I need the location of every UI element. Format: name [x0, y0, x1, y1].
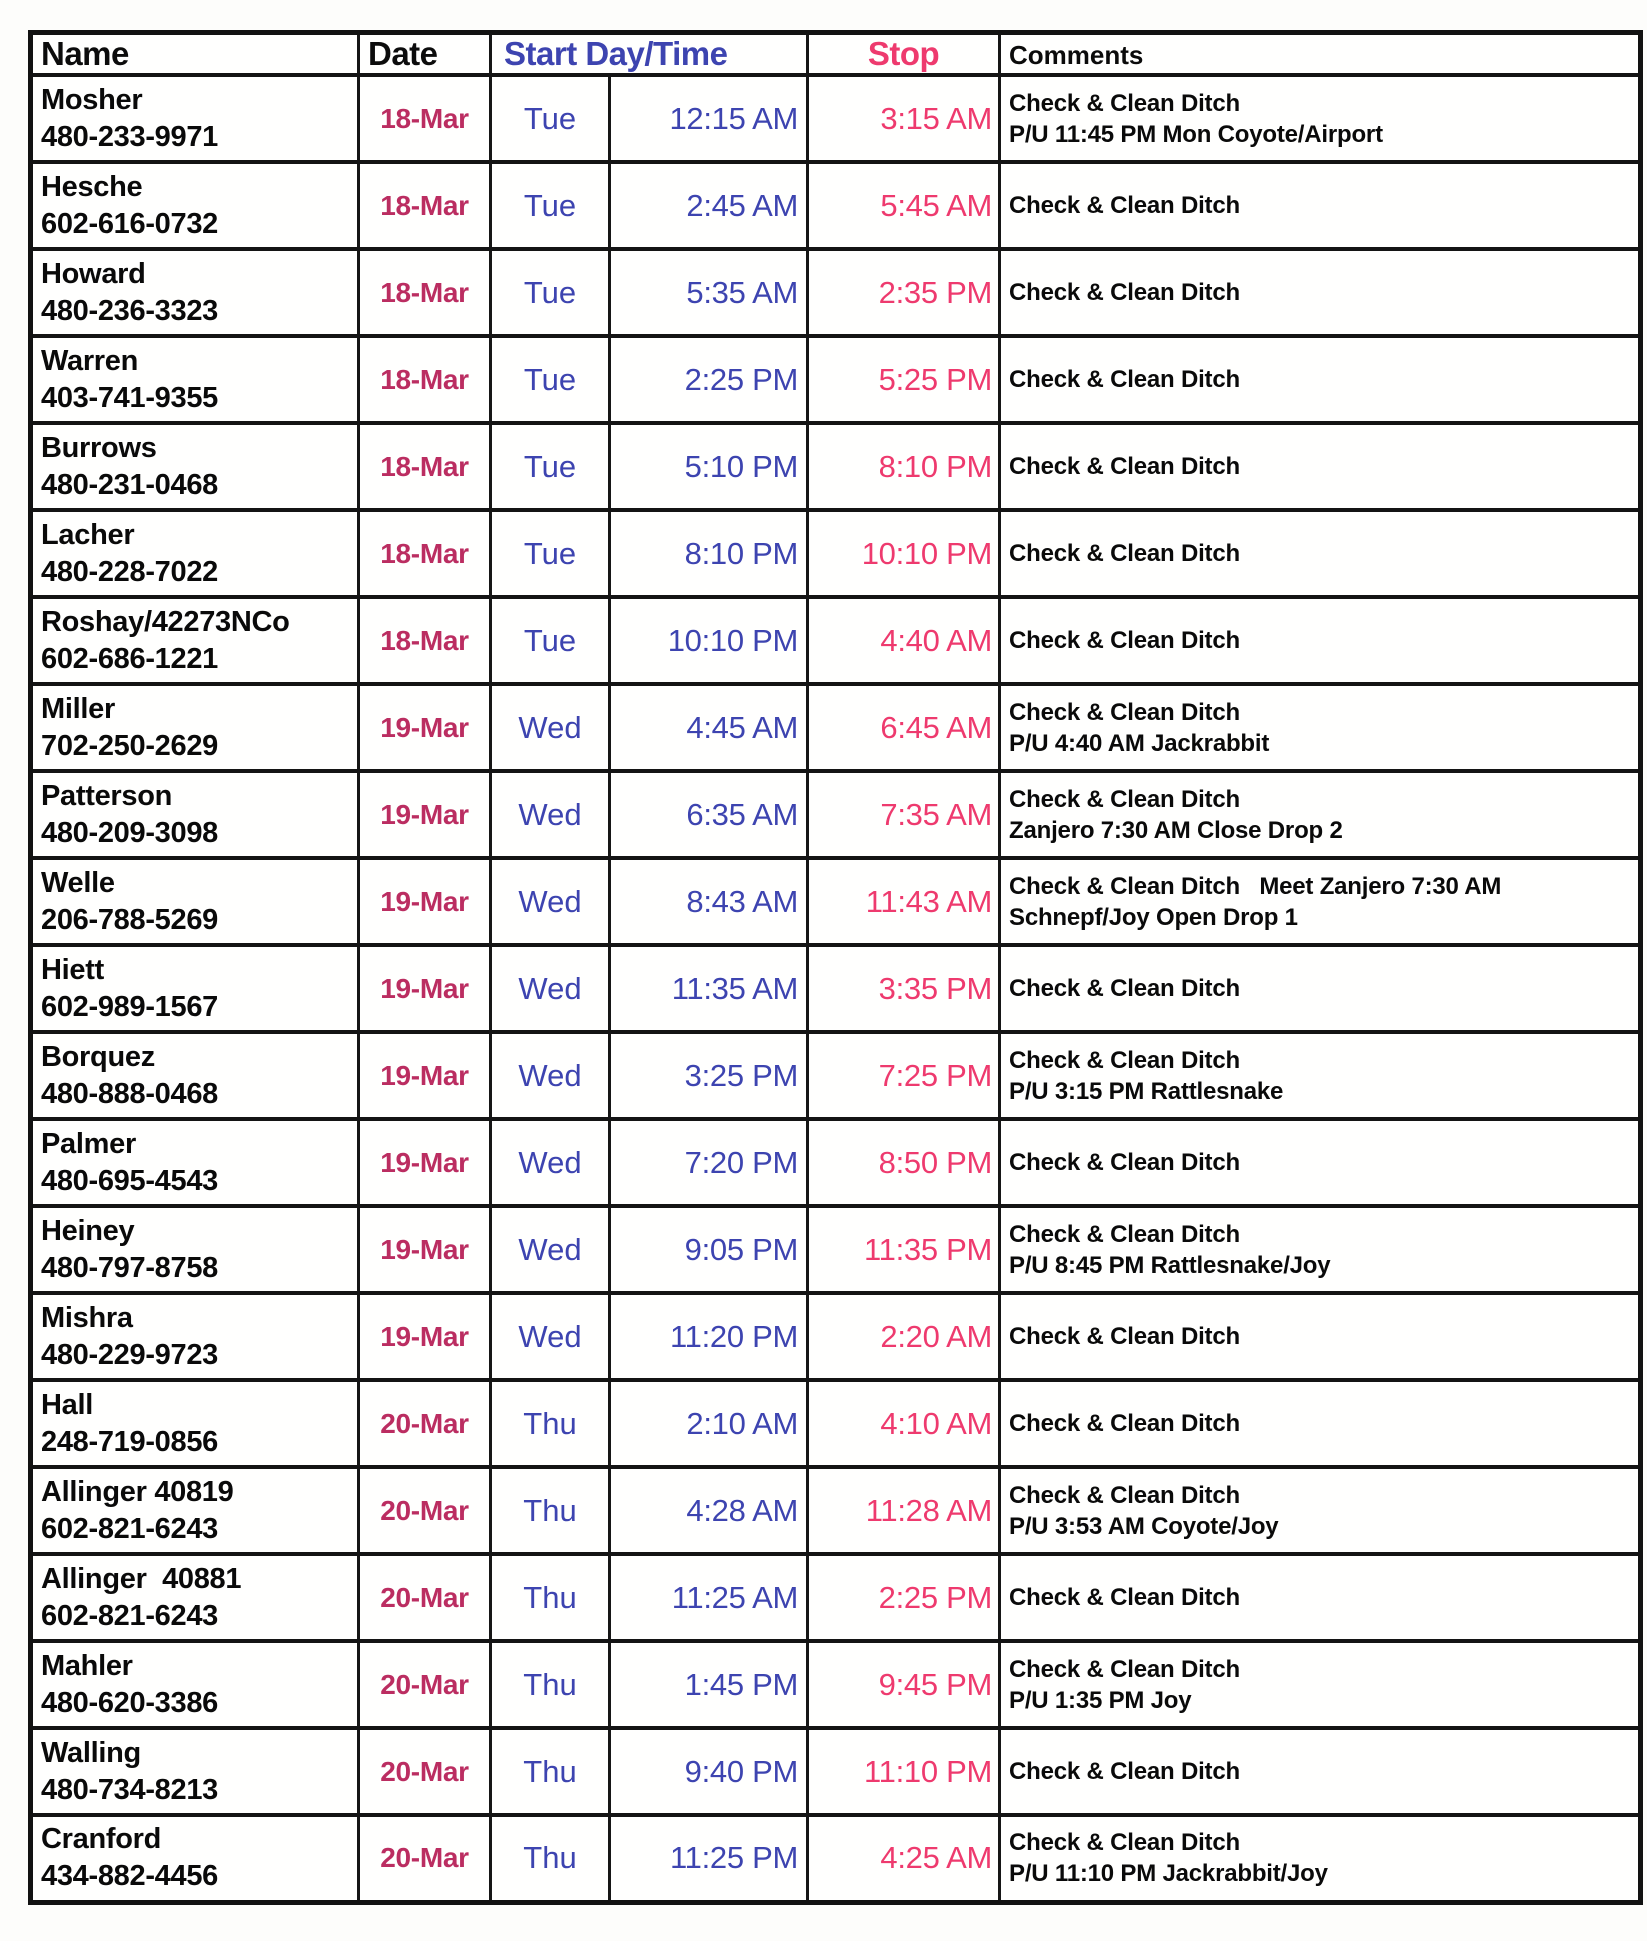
customer-phone: 702-250-2629 [41, 729, 218, 762]
customer-name: Roshay/42273NCo [41, 605, 290, 638]
customer-phone: 480-236-3323 [41, 294, 218, 327]
customer-phone: 480-888-0468 [41, 1077, 218, 1110]
start-time-cell: 2:25 PM [610, 336, 808, 423]
customer-name: Cranford [41, 1823, 162, 1856]
comments-cell [1000, 1815, 1641, 1902]
customer-name: Mahler [41, 1649, 133, 1682]
customer-name: Palmer [41, 1127, 136, 1160]
comment-line: Check & Clean Ditch [1009, 453, 1240, 480]
stop-time-cell: 5:45 AM [808, 162, 1000, 249]
header-row [31, 33, 1641, 76]
name-cell [31, 1119, 359, 1206]
start-time-cell: 9:40 PM [610, 1728, 808, 1815]
start-time-cell: 5:10 PM [610, 423, 808, 510]
comment-line: Check & Clean Ditch [1009, 698, 1240, 726]
customer-phone: 248-719-0856 [41, 1425, 218, 1458]
start-time-cell: 8:43 AM [610, 858, 808, 945]
customer-name: Howard [41, 257, 146, 290]
table-row [31, 1119, 1641, 1206]
comment-line: Check & Clean Ditch [1009, 1758, 1240, 1785]
start-day-cell: Thu [491, 1554, 610, 1641]
stop-time-cell: 8:50 PM [808, 1119, 1000, 1206]
name-cell [31, 510, 359, 597]
start-time-cell: 7:20 PM [610, 1119, 808, 1206]
comment-line: P/U 1:35 PM Joy [1009, 1686, 1192, 1714]
comment-line: Check & Clean Ditch [1009, 540, 1240, 567]
start-time-cell: 1:45 PM [610, 1641, 808, 1728]
start-day-cell: Tue [491, 510, 610, 597]
start-day-cell: Wed [491, 771, 610, 858]
name-cell [31, 1728, 359, 1815]
stop-time-cell: 11:35 PM [808, 1206, 1000, 1293]
date-cell: 18-Mar [359, 162, 491, 249]
comment-line: Check & Clean Ditch Meet Zanjero 7:30 AM [1009, 872, 1502, 900]
start-day-cell: Tue [491, 336, 610, 423]
stop-time-cell: 4:10 AM [808, 1380, 1000, 1467]
stop-time-cell: 10:10 PM [808, 510, 1000, 597]
date-cell: 19-Mar [359, 1293, 491, 1380]
start-day-cell: Tue [491, 75, 610, 162]
comment-line: P/U 3:15 PM Rattlesnake [1009, 1077, 1284, 1105]
stop-time-cell: 8:10 PM [808, 423, 1000, 510]
table-row [31, 423, 1641, 510]
table-row [31, 1554, 1641, 1641]
start-time-cell: 11:25 PM [610, 1815, 808, 1902]
stop-time-cell: 9:45 PM [808, 1641, 1000, 1728]
customer-name: Miller [41, 692, 115, 725]
stop-time-cell: 3:35 PM [808, 945, 1000, 1032]
customer-name: Walling [41, 1736, 141, 1769]
name-cell [31, 1380, 359, 1467]
comments-cell [1000, 1728, 1641, 1815]
date-cell: 19-Mar [359, 1206, 491, 1293]
customer-name: Mishra [41, 1301, 133, 1334]
comments-cell [1000, 510, 1641, 597]
date-cell: 20-Mar [359, 1728, 491, 1815]
stop-time-cell: 2:25 PM [808, 1554, 1000, 1641]
name-cell [31, 1293, 359, 1380]
customer-name: Hesche [41, 170, 143, 203]
start-day-cell: Wed [491, 1032, 610, 1119]
stop-time-cell: 11:28 AM [808, 1467, 1000, 1554]
start-day-cell: Wed [491, 1119, 610, 1206]
name-cell [31, 1554, 359, 1641]
stop-time-cell: 11:43 AM [808, 858, 1000, 945]
table-row [31, 1467, 1641, 1554]
customer-name: Lacher [41, 518, 135, 551]
date-cell: 19-Mar [359, 858, 491, 945]
customer-phone: 403-741-9355 [41, 381, 218, 414]
name-cell [31, 1032, 359, 1119]
date-cell: 18-Mar [359, 510, 491, 597]
customer-phone: 602-821-6243 [41, 1599, 218, 1632]
customer-phone: 602-686-1221 [41, 642, 218, 675]
header-comments: Comments [1000, 33, 1641, 76]
table-row [31, 858, 1641, 945]
start-time-cell: 5:35 AM [610, 249, 808, 336]
comments-cell [1000, 1380, 1641, 1467]
date-cell: 19-Mar [359, 1119, 491, 1206]
start-day-cell: Wed [491, 684, 610, 771]
stop-time-cell: 3:15 AM [808, 75, 1000, 162]
comments-cell [1000, 1206, 1641, 1293]
start-day-cell: Wed [491, 858, 610, 945]
scanned-schedule-sheet [28, 30, 1643, 1905]
start-day-cell: Thu [491, 1380, 610, 1467]
customer-phone: 602-821-6243 [41, 1512, 218, 1545]
customer-phone: 602-616-0732 [41, 207, 218, 240]
date-cell: 18-Mar [359, 597, 491, 684]
start-time-cell: 2:10 AM [610, 1380, 808, 1467]
start-day-cell: Tue [491, 597, 610, 684]
customer-phone: 602-989-1567 [41, 990, 218, 1023]
name-cell [31, 162, 359, 249]
stop-time-cell: 4:25 AM [808, 1815, 1000, 1902]
customer-name: Allinger 40881 [41, 1562, 242, 1595]
start-time-cell: 4:45 AM [610, 684, 808, 771]
name-cell [31, 684, 359, 771]
date-cell: 19-Mar [359, 945, 491, 1032]
comment-line: Zanjero 7:30 AM Close Drop 2 [1009, 816, 1343, 844]
table-row [31, 1380, 1641, 1467]
customer-name: Hall [41, 1388, 93, 1421]
comment-line: P/U 11:45 PM Mon Coyote/Airport [1009, 120, 1383, 148]
start-day-cell: Thu [491, 1641, 610, 1728]
header-name: Name [31, 33, 359, 76]
start-time-cell: 6:35 AM [610, 771, 808, 858]
date-cell: 19-Mar [359, 771, 491, 858]
customer-name: Borquez [41, 1040, 155, 1073]
date-cell: 19-Mar [359, 1032, 491, 1119]
comments-cell [1000, 684, 1641, 771]
table-row [31, 162, 1641, 249]
customer-name: Allinger 40819 [41, 1475, 234, 1508]
header-stop: Stop [808, 33, 1000, 76]
start-day-cell: Tue [491, 249, 610, 336]
customer-phone: 480-797-8758 [41, 1251, 218, 1284]
comment-line: Check & Clean Ditch [1009, 1323, 1240, 1350]
customer-name: Patterson [41, 779, 173, 812]
customer-phone: 480-233-9971 [41, 120, 218, 153]
table-row [31, 510, 1641, 597]
date-cell: 20-Mar [359, 1380, 491, 1467]
customer-phone: 480-228-7022 [41, 555, 218, 588]
start-time-cell: 11:35 AM [610, 945, 808, 1032]
comment-line: Check & Clean Ditch [1009, 89, 1240, 117]
comments-cell [1000, 423, 1641, 510]
stop-time-cell: 7:35 AM [808, 771, 1000, 858]
date-cell: 20-Mar [359, 1554, 491, 1641]
date-cell: 20-Mar [359, 1641, 491, 1728]
comment-line: Check & Clean Ditch [1009, 279, 1240, 306]
table-header [31, 33, 1641, 76]
stop-time-cell: 2:20 AM [808, 1293, 1000, 1380]
stop-time-cell: 4:40 AM [808, 597, 1000, 684]
name-cell [31, 1641, 359, 1728]
comment-line: P/U 3:53 AM Coyote/Joy [1009, 1512, 1279, 1540]
comments-cell [1000, 1119, 1641, 1206]
stop-time-cell: 5:25 PM [808, 336, 1000, 423]
customer-name: Hiett [41, 953, 104, 986]
stop-time-cell: 7:25 PM [808, 1032, 1000, 1119]
comments-cell [1000, 1293, 1641, 1380]
start-time-cell: 11:20 PM [610, 1293, 808, 1380]
table-row [31, 336, 1641, 423]
table-row [31, 1032, 1641, 1119]
comment-line: Check & Clean Ditch [1009, 1410, 1240, 1437]
table-row [31, 1293, 1641, 1380]
date-cell: 18-Mar [359, 249, 491, 336]
comments-cell [1000, 597, 1641, 684]
comments-cell [1000, 249, 1641, 336]
schedule-body [31, 75, 1641, 1902]
name-cell [31, 1206, 359, 1293]
stop-time-cell: 11:10 PM [808, 1728, 1000, 1815]
stop-time-cell: 6:45 AM [808, 684, 1000, 771]
start-time-cell: 3:25 PM [610, 1032, 808, 1119]
table-row [31, 249, 1641, 336]
start-time-cell: 10:10 PM [610, 597, 808, 684]
table-row [31, 75, 1641, 162]
comment-line: P/U 4:40 AM Jackrabbit [1009, 729, 1270, 757]
comments-cell [1000, 75, 1641, 162]
start-day-cell: Thu [491, 1467, 610, 1554]
name-cell [31, 249, 359, 336]
table-row [31, 684, 1641, 771]
schedule-table [28, 30, 1643, 1905]
comment-line: Check & Clean Ditch [1009, 1481, 1240, 1509]
customer-phone: 480-695-4543 [41, 1164, 218, 1197]
comment-line: Check & Clean Ditch [1009, 1149, 1240, 1176]
customer-name: Burrows [41, 431, 157, 464]
comment-line: Check & Clean Ditch [1009, 192, 1240, 219]
date-cell: 18-Mar [359, 423, 491, 510]
comment-line: Check & Clean Ditch [1009, 627, 1240, 654]
date-cell: 20-Mar [359, 1467, 491, 1554]
name-cell [31, 75, 359, 162]
customer-phone: 480-734-8213 [41, 1773, 218, 1806]
comment-line: Check & Clean Ditch [1009, 366, 1240, 393]
comments-cell [1000, 1641, 1641, 1728]
date-cell: 18-Mar [359, 75, 491, 162]
customer-name: Warren [41, 344, 139, 377]
table-row [31, 597, 1641, 684]
date-cell: 18-Mar [359, 336, 491, 423]
customer-phone: 480-620-3386 [41, 1686, 218, 1719]
start-time-cell: 11:25 AM [610, 1554, 808, 1641]
comment-line: Check & Clean Ditch [1009, 1655, 1240, 1683]
header-date: Date [359, 33, 491, 76]
start-day-cell: Wed [491, 1206, 610, 1293]
customer-phone: 480-209-3098 [41, 816, 218, 849]
start-day-cell: Thu [491, 1728, 610, 1815]
customer-phone: 434-882-4456 [41, 1860, 218, 1893]
start-day-cell: Wed [491, 945, 610, 1032]
customer-phone: 480-229-9723 [41, 1338, 218, 1371]
start-day-cell: Wed [491, 1293, 610, 1380]
name-cell [31, 336, 359, 423]
comments-cell [1000, 162, 1641, 249]
comment-line: Check & Clean Ditch [1009, 1584, 1240, 1611]
name-cell [31, 423, 359, 510]
start-day-cell: Tue [491, 423, 610, 510]
comment-line: Check & Clean Ditch [1009, 975, 1240, 1002]
name-cell [31, 945, 359, 1032]
customer-name: Heiney [41, 1214, 135, 1247]
comments-cell [1000, 336, 1641, 423]
table-row [31, 945, 1641, 1032]
comment-line: Schnepf/Joy Open Drop 1 [1009, 903, 1298, 931]
start-day-cell: Thu [491, 1815, 610, 1902]
comment-line: P/U 8:45 PM Rattlesnake/Joy [1009, 1251, 1331, 1279]
stop-time-cell: 2:35 PM [808, 249, 1000, 336]
customer-name: Welle [41, 866, 115, 899]
table-row [31, 1641, 1641, 1728]
table-row [31, 1206, 1641, 1293]
customer-phone: 206-788-5269 [41, 903, 218, 936]
name-cell [31, 858, 359, 945]
comments-cell [1000, 1032, 1641, 1119]
comment-line: P/U 11:10 PM Jackrabbit/Joy [1009, 1860, 1328, 1888]
date-cell: 19-Mar [359, 684, 491, 771]
table-row [31, 1728, 1641, 1815]
name-cell [31, 1815, 359, 1902]
comments-cell [1000, 771, 1641, 858]
table-row [31, 771, 1641, 858]
start-day-cell: Tue [491, 162, 610, 249]
header-start-day-time: Start Day/Time [491, 33, 808, 76]
name-cell [31, 597, 359, 684]
start-time-cell: 2:45 AM [610, 162, 808, 249]
comment-line: Check & Clean Ditch [1009, 785, 1240, 813]
comments-cell [1000, 1467, 1641, 1554]
start-time-cell: 9:05 PM [610, 1206, 808, 1293]
customer-phone: 480-231-0468 [41, 468, 218, 501]
name-cell [31, 1467, 359, 1554]
comment-line: Check & Clean Ditch [1009, 1046, 1240, 1074]
date-cell: 20-Mar [359, 1815, 491, 1902]
start-time-cell: 12:15 AM [610, 75, 808, 162]
name-cell [31, 771, 359, 858]
comments-cell [1000, 858, 1641, 945]
customer-name: Mosher [41, 83, 143, 116]
start-time-cell: 8:10 PM [610, 510, 808, 597]
comment-line: Check & Clean Ditch [1009, 1220, 1240, 1248]
table-row [31, 1815, 1641, 1902]
comments-cell [1000, 1554, 1641, 1641]
comment-line: Check & Clean Ditch [1009, 1829, 1240, 1857]
start-time-cell: 4:28 AM [610, 1467, 808, 1554]
comments-cell [1000, 945, 1641, 1032]
